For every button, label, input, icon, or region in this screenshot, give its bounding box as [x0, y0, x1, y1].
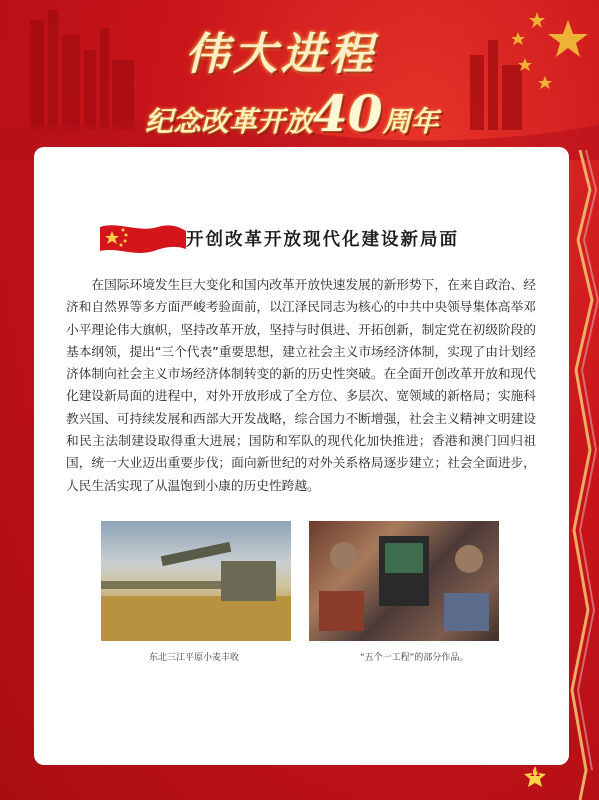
cultural-works-collage [309, 521, 499, 641]
cultural-works-photo [309, 521, 499, 641]
wheat-harvest-photo [101, 521, 291, 641]
subtitle-suffix: 周年 [382, 105, 439, 138]
banner-title [130, 18, 460, 143]
subtitle-prefix: 纪念改革开放 [145, 105, 314, 138]
subtitle-number: 40 [313, 84, 383, 143]
harvester-illustration [101, 521, 291, 641]
red-flag-icon [98, 221, 188, 261]
photo-caption: “五个一工程”的部分作品。 [360, 653, 469, 663]
photo-caption: 东北三江平原小麦丰收 [149, 653, 240, 663]
banner-main-title: 伟大进程 [185, 29, 377, 80]
banner-subtitle [145, 84, 439, 143]
page-number: 11 [529, 769, 541, 778]
section-heading: 开创改革开放现代化建设新局面 [186, 230, 459, 250]
section-body-text: 在国际环境发生巨大变化和国内改革开放快速发展的新形势下，在来自政治、经济和自然界等多方面严峻考验面前，以江泽民同志为核心的中共中央领导集体高举邓小平理论伟大旗帜，坚持改革开放，坚持与时俱进、开拓创新，制定党在初级阶段的基本纲领，提出“三个代表”重要思想，建立社会主义市场经济体制，实现了由计划经济体制向社会主义市场经济体制转变的新的历史性突破。在全面开创改革开放和现代化建设新局面的进程中，对外开放形成了全方位、多层次、宽领域的新格局；实施科教兴国、可持续发展和西部大开发战略，综合国力不断增强，社会主义精神文明建设和民主法制建设取得重大进展；国防和军队的现代化加快推进；香港和澳门回归祖国，统一大业迈出重要步伐；面向新世纪的对外关系格局逐步建立；社会全面进步，人民生活实现了从温饱到小康的历史性跨越。 [66, 277, 536, 493]
